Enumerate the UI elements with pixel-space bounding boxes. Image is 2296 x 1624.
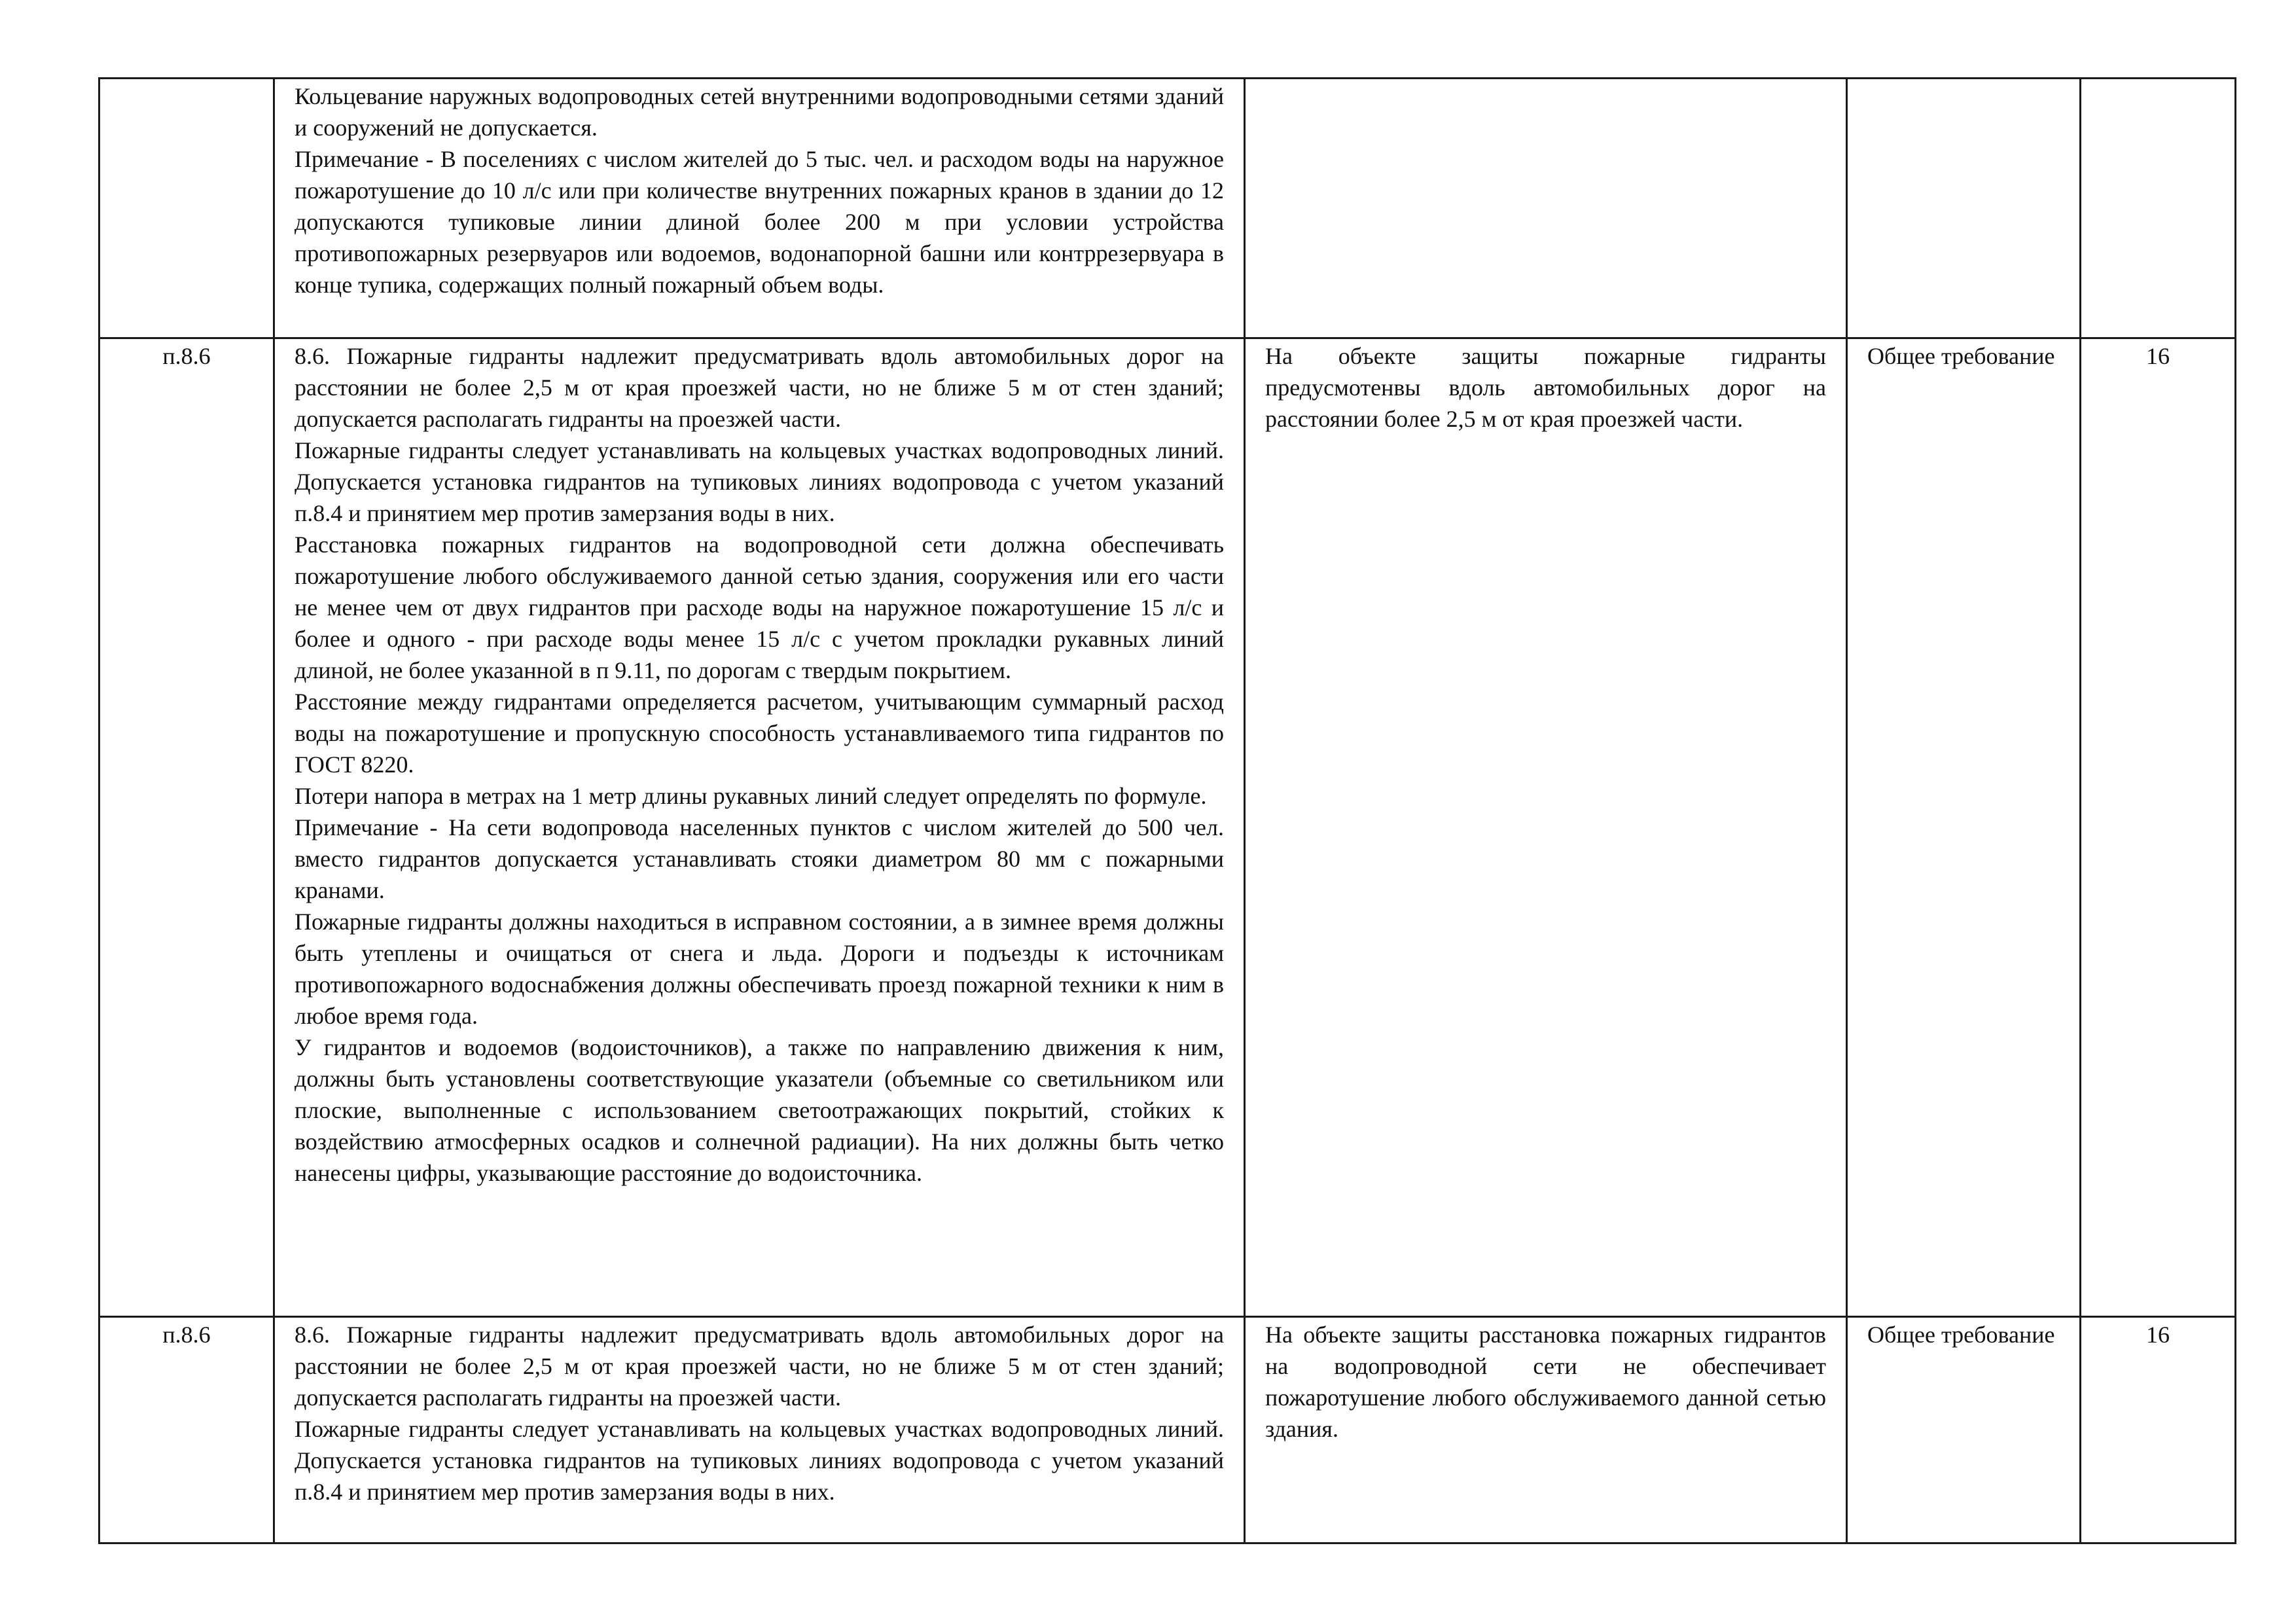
finding-text: На объекте защиты расстановка пожарных гидрантов на водопроводной сети не обеспечивает пожаротушение любого обслуживаемого данной сетью здания.: [1265, 1322, 1826, 1442]
requirement-paragraph: Расстояние между гидрантами определяется расчетом, учитывающим суммарный расход воды на пожаротушение и пропускную способность устанавливаемого типа гидрантов по ГОСТ 8220.: [295, 689, 1224, 778]
requirement-paragraph: Примечание - В поселениях с числом жителей до 5 тыс. чел. и расходом воды на наружное пожаротушение до 10 л/с или при количестве внутренних пожарных кранов в здании до 12 допускаются тупиковые линии длиной более 200 м при условии устройства противопожарных резервуаров или водоемов, водонапорной башни или контррезервуара в конце тупика, содержащих полный пожарный объем воды.: [295, 146, 1224, 298]
clause-cell: п.8.6: [99, 1317, 274, 1543]
requirement-paragraph: Пожарные гидранты должны находиться в исправном состоянии, а в зимнее время должны быть утеплены и очищаться от снега и льда. Дороги и подъезды к источникам противопожарного водоснабжения должны обеспечивать проезд пожарной техники к ним в любое время года.: [295, 909, 1224, 1029]
requirement-type-cell: [1847, 79, 2081, 338]
clause-cell: п.8.6: [99, 338, 274, 1317]
table-row: [99, 338, 2236, 1317]
requirement-paragraph: 8.6. Пожарные гидранты надлежит предусматривать вдоль автомобильных дорог на расстоянии не более 2,5 м от края проезжей части, но не ближе 5 м от стен зданий; допускается располагать гидранты на проезжей части.: [295, 343, 1224, 432]
requirement-paragraph: 8.6. Пожарные гидранты надлежит предусматривать вдоль автомобильных дорог на расстоянии не более 2,5 м от края проезжей части, но не ближе 5 м от стен зданий; допускается располагать гидранты на проезжей части.: [295, 1322, 1224, 1411]
page-number-cell: 16: [2081, 1317, 2236, 1543]
requirement-type-cell: Общее требование: [1847, 1317, 2081, 1543]
page-number-cell: 16: [2081, 338, 2236, 1317]
table-row: [99, 1317, 2236, 1543]
requirements-table: [98, 77, 2236, 1544]
requirement-paragraph: Пожарные гидранты следует устанавливать на кольцевых участках водопроводных линий. Допускается установка гидрантов на тупиковых линиях водопровода с учетом указаний п.8.4 и принятием мер против замерзания воды в них.: [295, 437, 1224, 526]
requirement-paragraph: Расстановка пожарных гидрантов на водопроводной сети должна обеспечивать пожаротушение любого обслуживаемого данной сетью здания, сооружения или его части не менее чем от двух гидрантов при расходе воды на наружное пожаротушение 15 л/с и более и одного - при расходе воды менее 15 л/с с учетом прокладки рукавных линий длиной, не более указанной в п 9.11, по дорогам с твердым покрытием.: [295, 532, 1224, 683]
page-number-cell: [2081, 79, 2236, 338]
requirement-paragraph: Потери напора в метрах на 1 метр длины рукавных линий следует определять по формуле.: [295, 783, 1207, 809]
finding-cell: [1245, 338, 1847, 1317]
finding-text: На объекте защиты пожарные гидранты предусмотенвы вдоль автомобильных дорог на расстоянии более 2,5 м от края проезжей части.: [1265, 343, 1826, 432]
requirement-paragraph: Пожарные гидранты следует устанавливать на кольцевых участках водопроводных линий. Допускается установка гидрантов на тупиковых линиях водопровода с учетом указаний п.8.4 и принятием мер против замерзания воды в них.: [295, 1416, 1224, 1505]
requirement-cell: [274, 79, 1245, 338]
requirement-type-cell: Общее требование: [1847, 338, 2081, 1317]
requirement-paragraph: У гидрантов и водоемов (водоисточников), а также по направлению движения к ним, должны быть установлены соответствующие указатели (объемные со светильником или плоские, выполненные с использованием светоотражающих покрытий, стойких к воздействию атмосферных осадков и солнечной радиации). На них должны быть четко нанесены цифры, указывающие расстояние до водоисточника.: [295, 1034, 1224, 1186]
clause-cell: [99, 79, 274, 338]
requirement-paragraph: Примечание - На сети водопровода населенных пунктов с числом жителей до 500 чел. вместо гидрантов допускается устанавливать стояки диаметром 80 мм с пожарными кранами.: [295, 814, 1224, 903]
requirement-paragraph: Кольцевание наружных водопроводных сетей внутренними водопроводными сетями зданий и сооружений не допускается.: [295, 83, 1224, 141]
finding-cell: [1245, 1317, 1847, 1543]
finding-cell: [1245, 79, 1847, 338]
table-row: [99, 79, 2236, 338]
requirement-cell: [274, 1317, 1245, 1543]
requirement-cell: [274, 338, 1245, 1317]
